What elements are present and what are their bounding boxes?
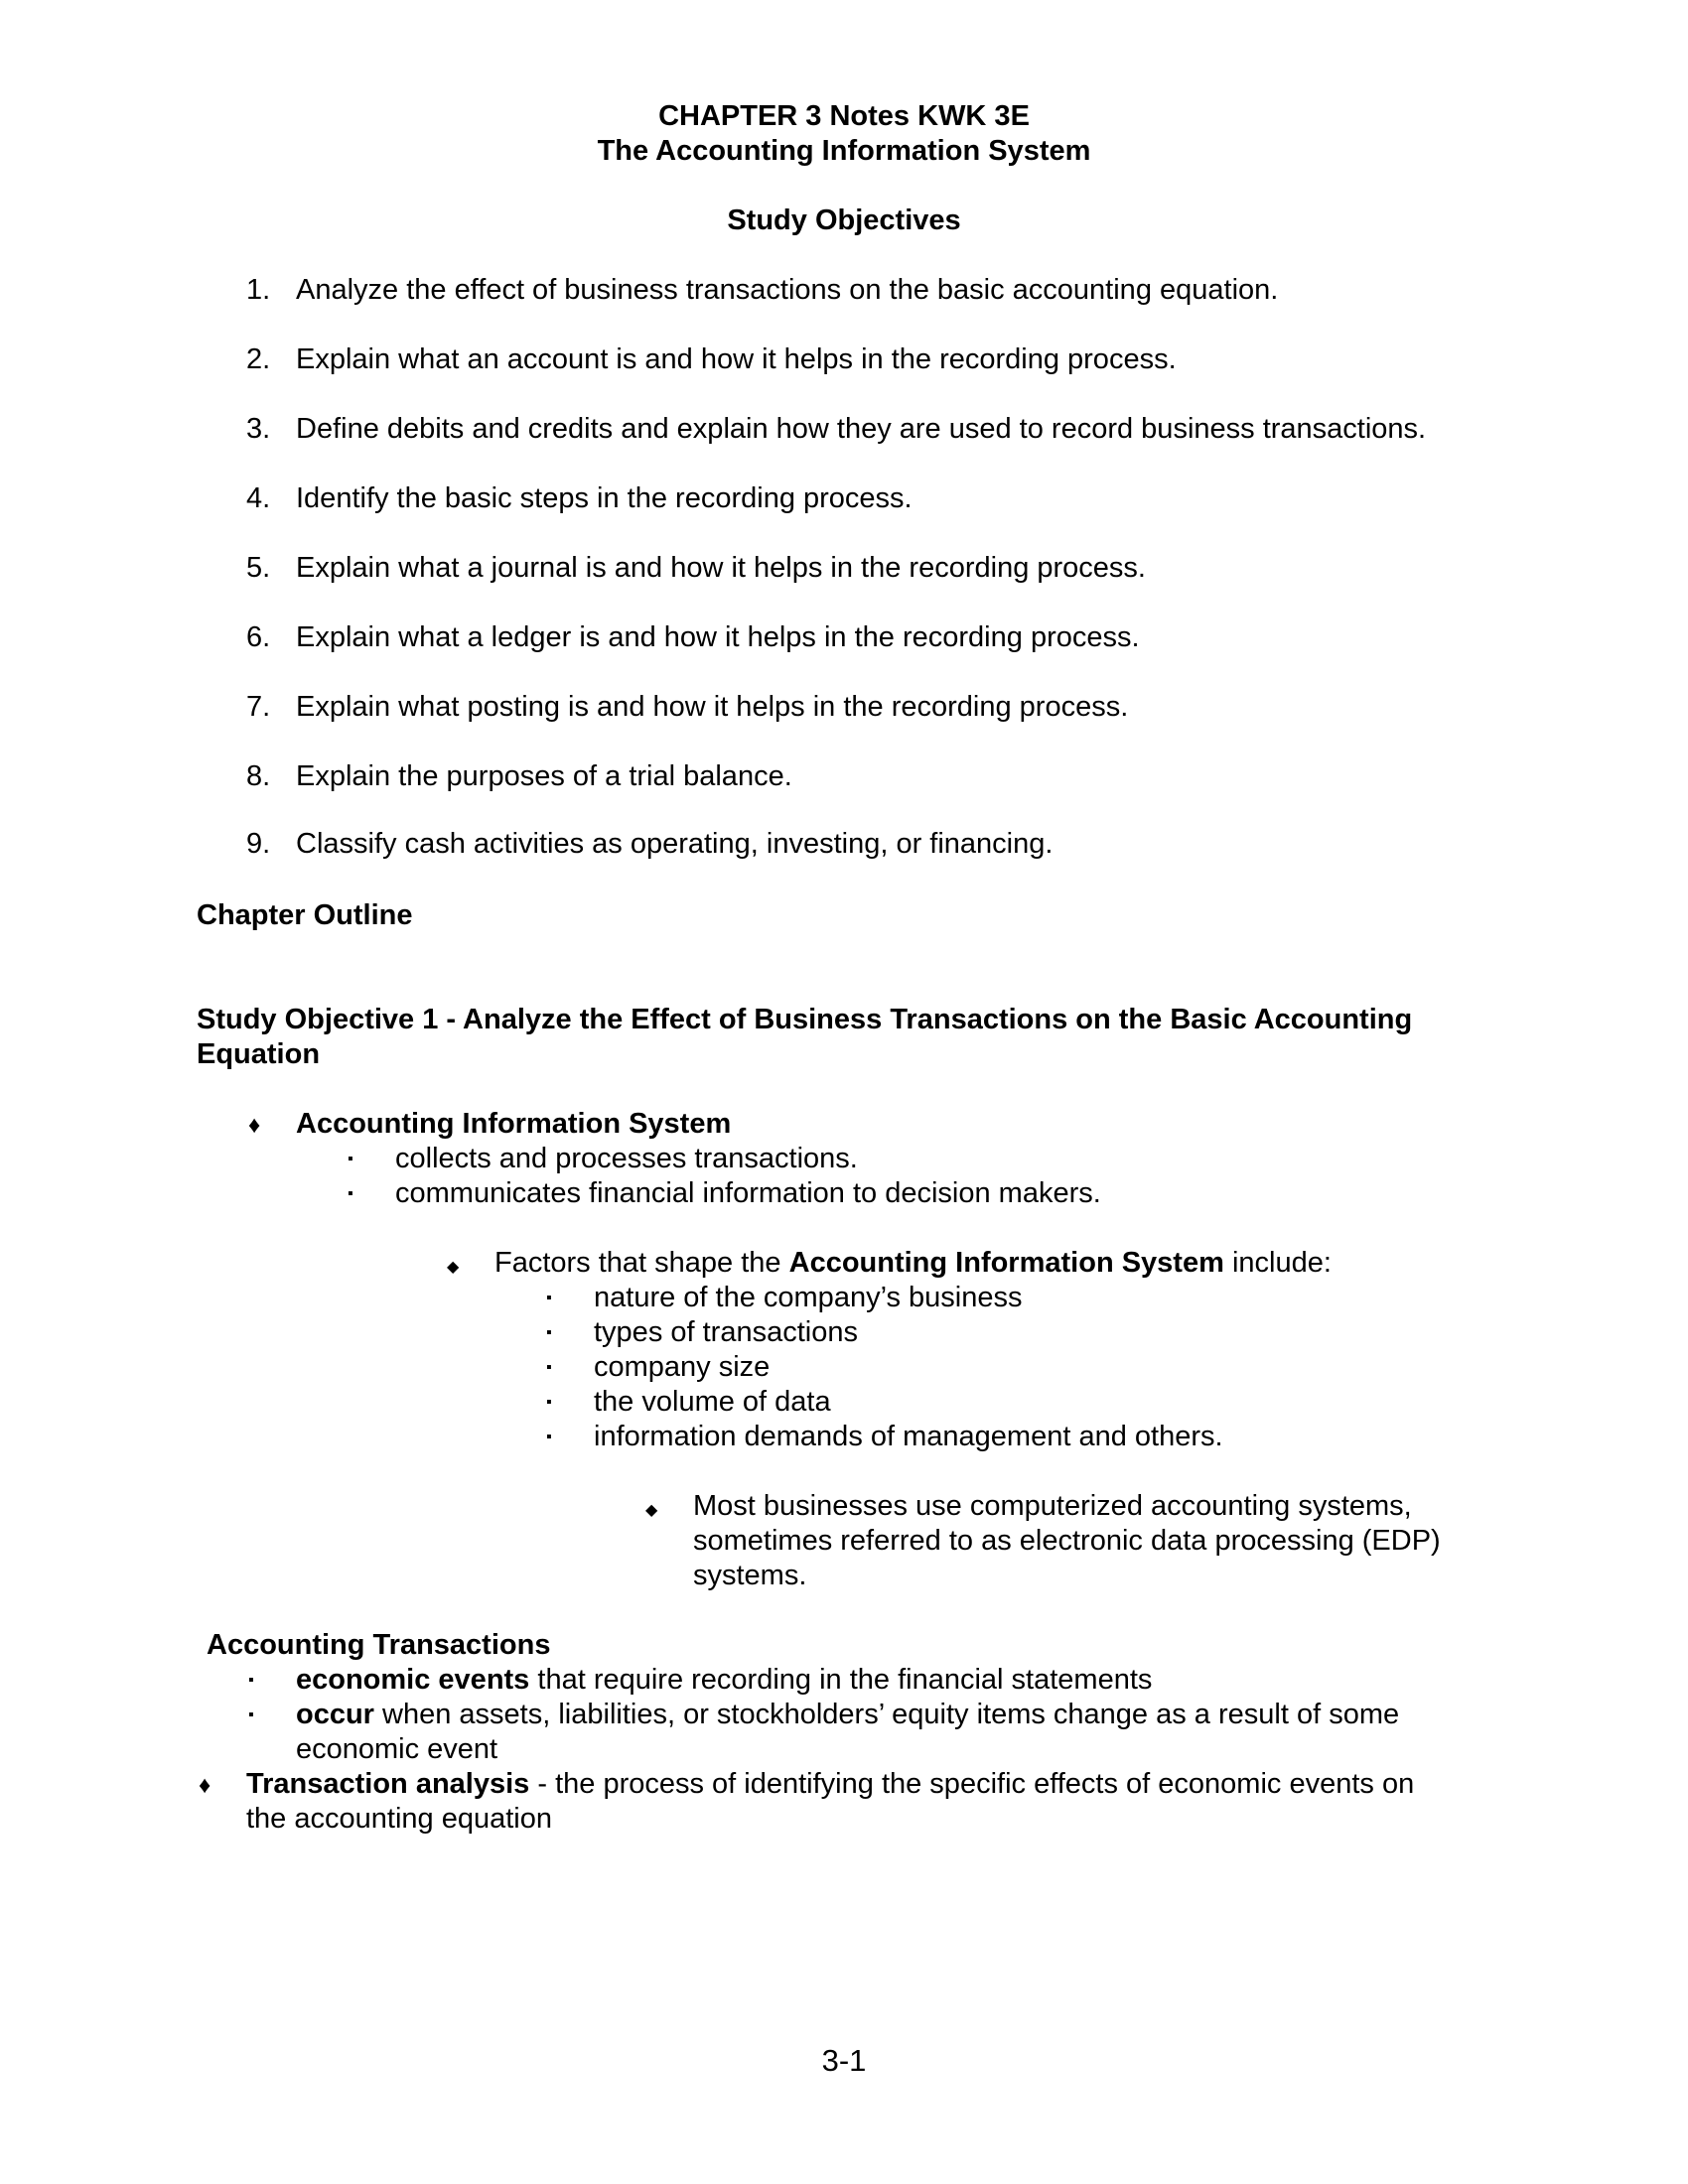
transaction-analysis-cont: the accounting equation	[246, 1803, 552, 1835]
objective-text: Analyze the effect of business transactions on the basic accounting equation.	[296, 274, 1279, 306]
square-bullet-icon: ▪	[546, 1394, 552, 1411]
square-bullet-icon: ▪	[348, 1151, 353, 1167]
transactions-heading: Accounting Transactions	[207, 1629, 551, 1661]
edp-line: sometimes referred to as electronic data processing (EDP)	[693, 1525, 1441, 1557]
factor-item: types of transactions	[594, 1316, 858, 1348]
factor-item: the volume of data	[594, 1386, 831, 1418]
edp-line: Most businesses use computerized accounting systems,	[693, 1490, 1412, 1522]
objective-number: 1.	[246, 274, 271, 306]
objective-number: 3.	[246, 413, 271, 445]
factors-suffix: include:	[1223, 1247, 1332, 1279]
chapter-subtitle: The Accounting Information System	[597, 135, 1091, 167]
transaction-item-cont: economic event	[296, 1733, 498, 1765]
transaction-item-term: occur	[296, 1699, 374, 1730]
transaction-item-text: when assets, liabilities, or stockholders’ equity items change as a result of some	[373, 1699, 1400, 1730]
square-bullet-icon: ▪	[546, 1324, 552, 1341]
ais-heading: Accounting Information System	[296, 1108, 732, 1140]
objective-number: 7.	[246, 691, 271, 723]
objective-number: 9.	[246, 828, 271, 860]
objective-text: Classify cash activities as operating, investing, or financing.	[296, 828, 1054, 860]
small-diamond-bullet-icon: ◆	[447, 1259, 460, 1276]
study-objective-1-heading: Study Objective 1 - Analyze the Effect of Business Transactions on the Basic Accounting	[197, 1004, 1413, 1035]
objective-text: Explain what an account is and how it helps in the recording process.	[296, 343, 1177, 375]
square-bullet-icon: ▪	[546, 1290, 552, 1306]
transaction-analysis	[246, 1767, 1414, 1802]
objective-text: Define debits and credits and explain how they are used to record business transactions.	[296, 413, 1427, 445]
ais-item: collects and processes transactions.	[395, 1143, 858, 1174]
objective-number: 2.	[246, 343, 271, 375]
transaction-analysis-term: Transaction analysis	[246, 1768, 530, 1800]
study-objectives-heading: Study Objectives	[727, 205, 961, 236]
square-bullet-icon: ▪	[248, 1706, 254, 1723]
edp-line: systems.	[693, 1560, 807, 1591]
transaction-item-term: economic events	[296, 1664, 530, 1696]
transaction-item	[296, 1698, 1399, 1732]
square-bullet-icon: ▪	[348, 1185, 353, 1202]
factor-item: information demands of management and others.	[594, 1421, 1223, 1452]
objective-text: Identify the basic steps in the recording process.	[296, 482, 913, 514]
small-diamond-bullet-icon: ◆	[645, 1502, 658, 1519]
objective-number: 4.	[246, 482, 271, 514]
objective-number: 5.	[246, 552, 271, 584]
diamond-bullet-icon: ♦	[248, 1112, 261, 1139]
objective-text: Explain what a journal is and how it helps in the recording process.	[296, 552, 1146, 584]
factor-item: nature of the company’s business	[594, 1282, 1023, 1313]
diamond-bullet-icon: ♦	[199, 1772, 211, 1799]
transaction-item-text: that require recording in the financial statements	[529, 1664, 1153, 1696]
chapter-outline-heading: Chapter Outline	[197, 899, 413, 931]
square-bullet-icon: ▪	[248, 1672, 254, 1689]
factor-item: company size	[594, 1351, 771, 1383]
square-bullet-icon: ▪	[546, 1359, 552, 1376]
objective-text: Explain what a ledger is and how it helps in the recording process.	[296, 621, 1140, 653]
chapter-title: CHAPTER 3 Notes KWK 3E	[658, 100, 1030, 132]
objective-text: Explain what posting is and how it helps in the recording process.	[296, 691, 1129, 723]
objective-number: 8.	[246, 760, 271, 792]
page-number: 3-1	[821, 2043, 867, 2078]
study-objective-1-heading-cont: Equation	[197, 1038, 321, 1070]
objective-text: Explain the purposes of a trial balance.	[296, 760, 792, 792]
square-bullet-icon: ▪	[546, 1429, 552, 1445]
factors-prefix: Factors that shape the	[494, 1247, 789, 1279]
factors-bold-term: Accounting Information System	[788, 1247, 1224, 1279]
ais-item: communicates financial information to decision makers.	[395, 1177, 1101, 1209]
transaction-item	[296, 1663, 1152, 1698]
objective-number: 6.	[246, 621, 271, 653]
transaction-analysis-text: - the process of identifying the specific effects of economic events on	[529, 1768, 1415, 1800]
factors-intro	[494, 1246, 1332, 1281]
